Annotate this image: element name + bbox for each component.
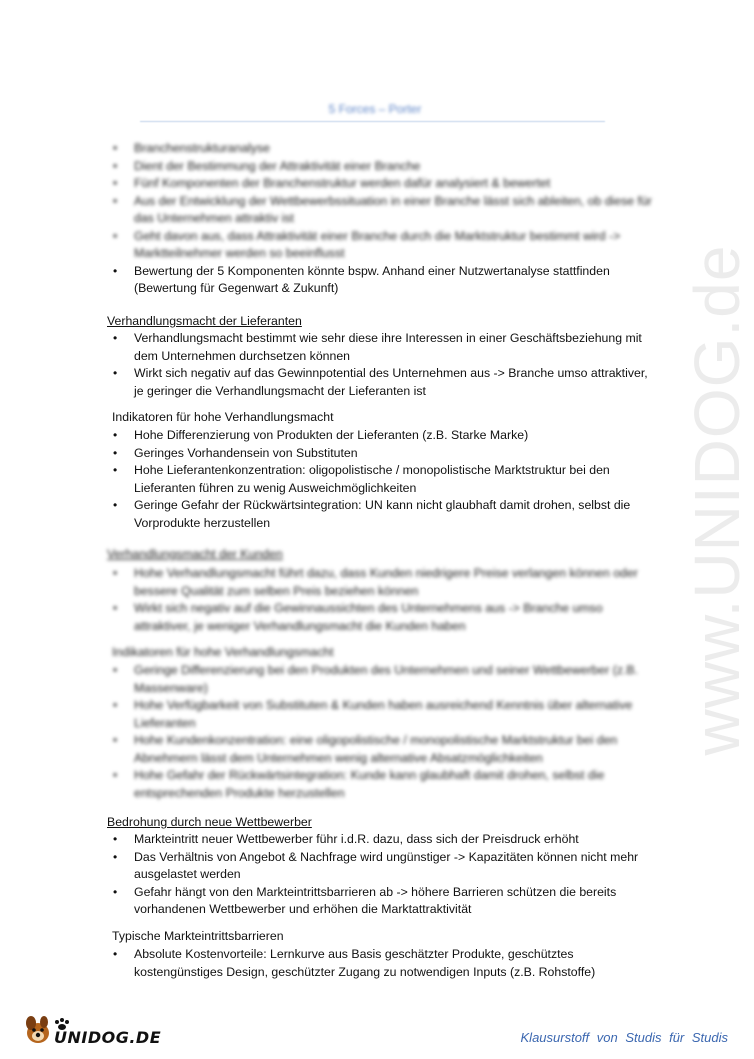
kunden-list (0, 565, 700, 635)
lieferanten-indicators-list (0, 427, 700, 532)
list-item: • Geringes Vorhandensein von Substituten (0, 445, 658, 463)
list-item: • Hohe Verhandlungsmacht führt dazu, dass Kunden niedrigere Preise verlangen können oder bessere Qualität zum selben Preis beziehen können (0, 565, 658, 600)
list-item: • Wirkt sich negativ auf das Gewinnpotential des Unternehmen aus -> Branche umso attraktiver, je geringer die Verhandlungsmacht der Lieferanten ist (0, 365, 658, 400)
list-item: • Hohe Gefahr der Rückwärtsintegration: Kunde kann glaubhaft damit drohen, selbst die entsprechenden Produkte herzustellen (0, 767, 658, 802)
list-item: • Gefahr hängt von den Markteintrittsbarrieren ab -> höhere Barrieren schützen die bereits vorhandenen Wettbewerber und erhöhen die Marktattraktivität (0, 884, 658, 919)
section-heading-lieferanten: Verhandlungsmacht der Lieferanten (107, 314, 302, 328)
list-item: • Verhandlungsmacht bestimmt wie sehr diese ihre Interessen in einer Geschäftsbeziehung mit dem Unternehmen durchsetzen können (0, 330, 658, 365)
indicators-heading-lieferanten: Indikatoren für hohe Verhandlungsmacht (112, 410, 334, 424)
footer-tagline: Klausurstoff von Studis für Studis (520, 1030, 728, 1045)
list-item: • Aus der Entwicklung der Wettbewerbssituation in einer Branche lässt sich ableiten, ob diese für das Unternehmen attraktiv ist (0, 193, 658, 228)
indicators-heading-kunden: Indikatoren für hohe Verhandlungsmacht (112, 645, 334, 659)
intro-list (0, 140, 700, 298)
list-item: • Absolute Kostenvorteile: Lernkurve aus Basis geschätzter Produkte, geschütztes kostengünstiges Design, geschützter Zugang zu notwendigen Inputs (z.B. Rohstoffe) (0, 946, 658, 981)
list-item: • Hohe Kundenkonzentration: eine oligopolistische / monopolistische Marktstruktur bei den Abnehmern lässt dem Unternehmen wenig alternative Absatzmöglichkeiten (0, 732, 658, 767)
list-item: • Hohe Differenzierung von Produkten der Lieferanten (z.B. Starke Marke) (0, 427, 658, 445)
watermark-text: www.UNIDOG.de (681, 244, 753, 756)
barriers-list (0, 946, 700, 981)
unidog-logo (22, 1009, 162, 1049)
lieferanten-list (0, 330, 700, 400)
page-title: 5 Forces – Porter (328, 102, 422, 116)
section-heading-neue-wettbewerber: Bedrohung durch neue Wettbewerber (107, 815, 312, 829)
list-item: • Wirkt sich negativ auf die Gewinnaussichten des Unternehmens aus -> Branche umso attraktiver, je weniger Verhandlungsmacht die Kunden haben (0, 600, 658, 635)
barriers-heading: Typische Markteintrittsbarrieren (112, 929, 284, 943)
list-item: • Geringe Gefahr der Rückwärtsintegration: UN kann nicht glaubhaft damit drohen, selbst die Vorprodukte herzustellen (0, 497, 658, 532)
list-item: • Geringe Differenzierung bei den Produkten des Unternehmen und seiner Wettbewerber (z.B. Massenware) (0, 662, 658, 697)
title-divider (140, 121, 605, 122)
list-item: • Hohe Verfügbarkeit von Substituten & Kunden haben ausreichend Kenntnis über alternative Lieferanten (0, 697, 658, 732)
list-item: • Das Verhältnis von Angebot & Nachfrage wird ungünstiger -> Kapazitäten können nicht mehr ausgelastet werden (0, 849, 658, 884)
kunden-indicators-list (0, 662, 700, 802)
list-item: • Branchenstrukturanalyse (0, 140, 658, 158)
list-item: • Geht davon aus, dass Attraktivität einer Branche durch die Marktstruktur bestimmt wird -> Marktteilnehmer werden so beeinflusst (0, 228, 658, 263)
list-item: • Dient der Bestimmung der Attraktivität einer Branche (0, 158, 658, 176)
list-item: • Hohe Lieferantenkonzentration: oligopolistische / monopolistische Marktstruktur bei den Lieferanten führen zu wenig Ausweichmöglichkeiten (0, 462, 658, 497)
list-item: • Fünf Komponenten der Branchenstruktur werden dafür analysiert & bewertet (0, 175, 658, 193)
neue-wettbewerber-list (0, 831, 700, 919)
list-item: • Bewertung der 5 Komponenten könnte bspw. Anhand einer Nutzwertanalyse stattfinden (Bewertung für Gegenwart & Zukunft) (0, 263, 658, 298)
list-item: • Markteintritt neuer Wettbewerber führ i.d.R. dazu, dass sich der Preisdruck erhöht (0, 831, 658, 849)
section-heading-kunden: Verhandlungsmacht der Kunden (107, 547, 283, 561)
logo-text: UNIDOG.DE (54, 1028, 162, 1047)
